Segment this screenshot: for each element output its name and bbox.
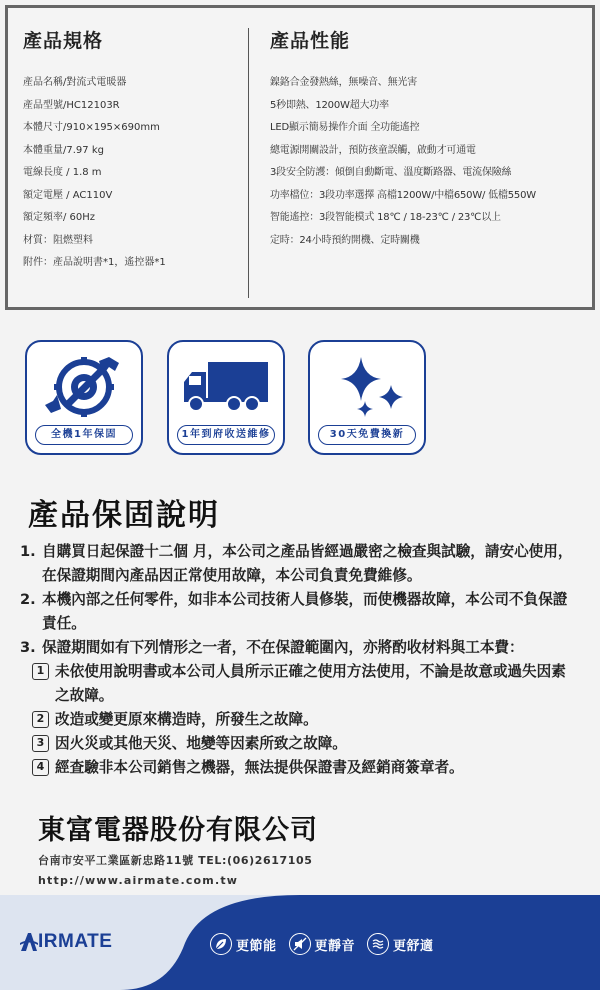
spec-column [23, 26, 243, 279]
service-badges [25, 340, 425, 455]
badge-label: 30天免費換新 [318, 425, 416, 445]
warranty-sub-item [20, 732, 580, 756]
warranty-sub-item [20, 756, 580, 780]
sub-item-text: 因火災或其他天災、地變等因素所致之故障。 [55, 735, 347, 752]
badge-label: 全機1年保固 [35, 425, 133, 445]
warranty-item [20, 540, 580, 588]
airmate-logo [20, 931, 112, 953]
wrench-gear-icon [27, 352, 141, 420]
item-text: 保證期間如有下列情形之一者，不在保證範圍內，亦將酌收材料與工本費： [42, 639, 524, 656]
spec-title: 產品規格 [23, 30, 104, 52]
spec-item: 額定頻率/ 60Hz [23, 212, 96, 223]
mute-speaker-icon [289, 933, 311, 955]
performance-item: 定時：24小時預約開機、定時關機 [270, 234, 420, 246]
sub-item-number: 3 [32, 735, 49, 752]
delivery-truck-icon [169, 352, 283, 420]
badge-label: 1年到府收送維修 [177, 425, 275, 445]
sub-item-number: 4 [32, 759, 49, 776]
spec-item: 電線長度 / 1.8 m [23, 167, 102, 178]
feature-label: 更舒適 [393, 938, 434, 954]
company-name: 東富電器股份有限公司 [38, 815, 318, 846]
badge-replacement [308, 340, 426, 455]
feature-label: 更節能 [236, 938, 277, 954]
spec-item: 產品名稱/對流式電暖器 [23, 77, 127, 88]
performance-item: 5秒即熱、1200W超大功率 [270, 99, 389, 111]
performance-title: 產品性能 [270, 30, 351, 52]
performance-item: 鎳鉻合金發熱絲，無噪音、無光害 [270, 77, 417, 88]
feature-list [210, 933, 446, 955]
feature-energy [210, 933, 277, 955]
company-website[interactable]: http://www.airmate.com.tw [38, 874, 239, 887]
warranty-sub-item [20, 708, 580, 732]
item-number: 1. [20, 543, 36, 560]
warranty-item [20, 636, 580, 660]
warranty-item [20, 588, 580, 636]
feature-comfort [367, 933, 434, 955]
sub-item-number: 2 [32, 711, 49, 728]
performance-item: 智能遙控：3段智能模式 18℃ / 18-23℃ / 23℃以上 [270, 212, 501, 223]
column-divider [248, 28, 249, 298]
spec-list [23, 76, 243, 279]
performance-column [270, 26, 590, 256]
sub-item-text: 未依使用說明書或本公司人員所示正確之使用方法使用，不論是故意或過失因素之故障。 [55, 663, 566, 704]
item-number: 2. [20, 591, 36, 608]
performance-item: 功率檔位：3段功率選擇 高檔1200W/中檔650W/ 低檔550W [270, 189, 536, 201]
warranty-sub-item [20, 660, 580, 708]
spec-panel [5, 5, 595, 310]
logo-text: IRMATE [38, 931, 113, 952]
logo-a-mark-icon [20, 932, 38, 952]
spec-item: 產品型號/HC12103R [23, 99, 120, 111]
feature-quiet [289, 933, 356, 955]
item-text: 自購買日起保證十二個 月，本公司之產品皆經過嚴密之檢查與試驗，請安心使用，在保證期間內產品因正常使用故障，本公司負責免費維修。 [42, 543, 573, 584]
performance-item: 總電源開關設計，預防孩童誤觸，啟動才可通電 [270, 144, 476, 156]
item-text: 本機內部之任何零件，如非本公司技術人員修裝，而使機器故障，本公司不負保證責任。 [42, 591, 568, 632]
performance-item: 3段安全防護：傾倒自動斷電、溫度斷路器、電流保險絲 [270, 167, 512, 178]
sub-item-text: 經查驗非本公司銷售之機器，無法提供保證書及經銷商簽章者。 [55, 759, 464, 776]
spec-item: 材質：阻燃塑料 [23, 234, 93, 246]
sparkle-stars-icon [310, 352, 424, 420]
company-info [38, 808, 318, 887]
spec-item: 附件：產品說明書*1，遙控器*1 [23, 257, 166, 268]
item-number: 3. [20, 639, 36, 656]
badge-warranty [25, 340, 143, 455]
performance-list [270, 76, 590, 256]
warranty-title: 產品保固說明 [28, 498, 220, 533]
spec-item: 本體重量/7.97 kg [23, 144, 104, 156]
warranty-body [20, 540, 580, 780]
spec-item: 額定電壓 / AC110V [23, 189, 113, 201]
company-address: 台南市安平工業區新忠路11號 TEL:(06)2617105 [38, 854, 313, 867]
spec-item: 本體尺寸/910×195×690mm [23, 122, 160, 133]
wind-wave-icon [367, 933, 389, 955]
leaf-icon [210, 933, 232, 955]
sub-item-number: 1 [32, 663, 49, 680]
brand-footer [0, 895, 600, 990]
performance-item: LED顯示簡易操作介面 全功能遙控 [270, 122, 420, 133]
badge-delivery [167, 340, 285, 455]
sub-item-text: 改造或變更原來構造時，所發生之故障。 [55, 711, 318, 728]
feature-label: 更靜音 [314, 938, 356, 954]
